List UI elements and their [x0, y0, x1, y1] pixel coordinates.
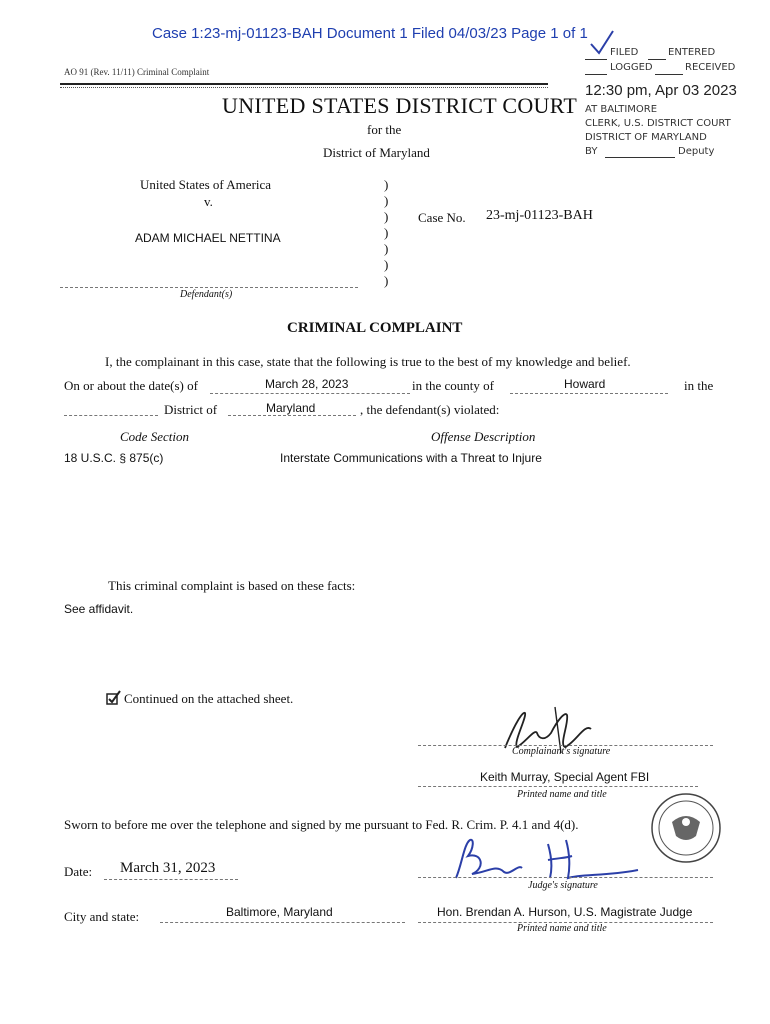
- stamp-time: 12:30 pm, Apr 03 2023: [585, 82, 737, 99]
- intro-text: I, the complainant in this case, state that the following is true to the best of my knowledge and belief.: [105, 354, 631, 369]
- court-seal-icon: [650, 792, 722, 864]
- checked-box-icon: [106, 690, 122, 706]
- signed-date: March 31, 2023: [120, 860, 216, 876]
- form-id: AO 91 (Rev. 11/11) Criminal Complaint: [64, 67, 210, 77]
- city-state: Baltimore, Maryland: [226, 905, 333, 919]
- defendant-name: ADAM MICHAEL NETTINA: [135, 231, 281, 245]
- judge-name: Hon. Brendan A. Hurson, U.S. Magistrate Judge: [437, 905, 693, 919]
- sworn-statement: Sworn to before me over the telephone and signed by me pursuant to Fed. R. Crim. P. 4.1 and 4(d).: [64, 817, 579, 832]
- complainant-name: Keith Murray, Special Agent FBI: [480, 770, 650, 784]
- filing-header: Case 1:23-mj-01123-BAH Document 1 Filed 04/03/23 Page 1 of 1: [152, 25, 588, 42]
- facts: See affidavit.: [64, 602, 134, 616]
- case-number: 23-mj-01123-BAH: [486, 208, 593, 223]
- offense-date: March 28, 2023: [265, 377, 349, 391]
- plaintiff: United States of America: [140, 177, 272, 192]
- district-value: Maryland: [266, 401, 316, 415]
- code-section: 18 U.S.C. § 875(c): [64, 451, 164, 465]
- court-title: UNITED STATES DISTRICT COURT: [222, 93, 578, 118]
- court-district: District of Maryland: [323, 145, 430, 160]
- county: Howard: [564, 377, 606, 391]
- caption-parens: ) ) ) ) ) ) ): [384, 177, 389, 288]
- offense-description: Interstate Communications with a Threat to Injure: [280, 451, 542, 465]
- complaint-heading: CRIMINAL COMPLAINT: [287, 320, 463, 336]
- continued-note: Continued on the attached sheet.: [124, 691, 294, 706]
